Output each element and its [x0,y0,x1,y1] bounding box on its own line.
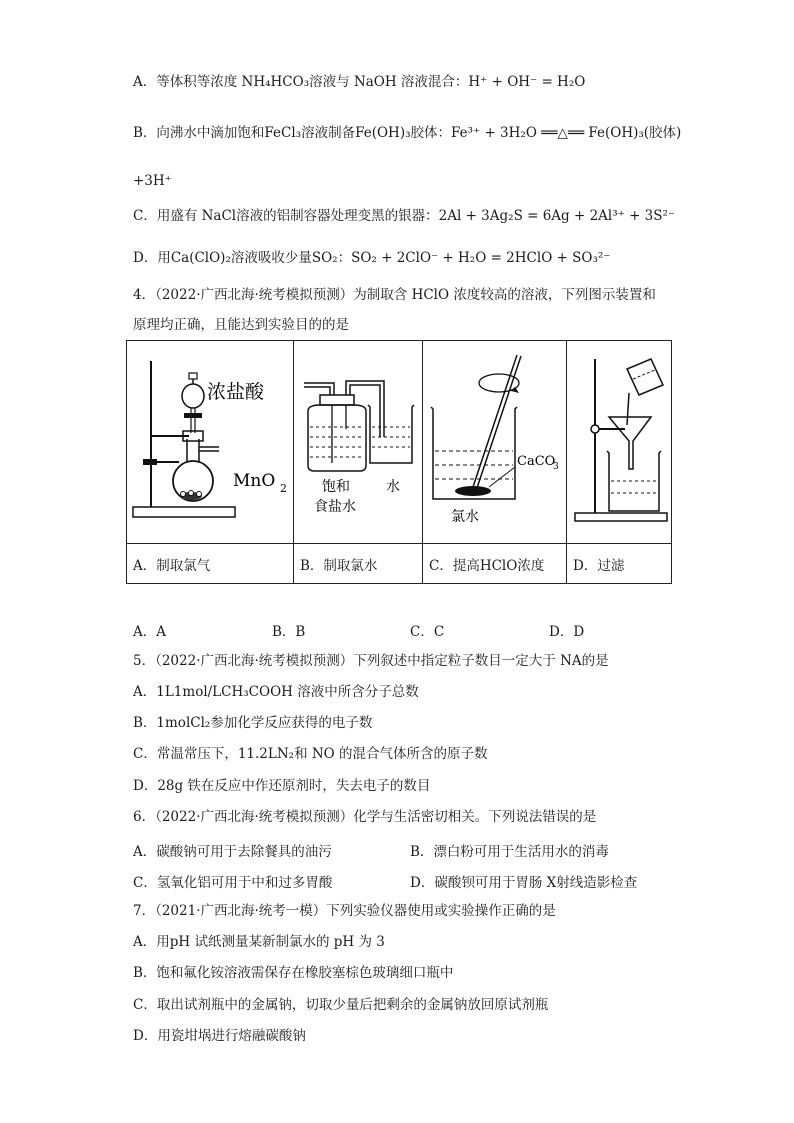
cell-label-b: B．制取氯水 [294,544,423,584]
water-label: 水 [386,479,400,495]
apparatus-cell-a [127,341,294,544]
cell-label-a: A．制取氯气 [127,544,294,584]
apparatus-cell-d [567,341,672,544]
q5-option-d: D．28g 铁在反应中作还原剂时，失去电子的数目 [133,778,431,794]
caco3-label: CaCO [517,454,556,469]
q6-stem: 6．（2022·广西北海·统考模拟预测）化学与生活密切相关。下列说法错误的是 [133,809,597,825]
q3-option-b-line2: +3H⁺ [133,173,172,189]
q4-choice-a: A．A [133,624,166,640]
filtration-figure [567,341,671,539]
q4-stem-line2: 原理均正确，且能达到实验目的的是 [133,317,349,333]
cell-label-d: D．过滤 [567,544,672,584]
cell-label-c: C．提高HClO浓度 [423,544,567,584]
chlorine-generator-figure [127,341,293,539]
hclo-concentration-figure [423,341,566,539]
q6-option-c: C．氢氧化铝可用于中和过多胃酸 [133,875,333,891]
mno2-subscript: 2 [280,482,287,495]
sat-brine-label-1: 饱和 [322,479,350,495]
q7-option-a: A．用pH 试纸测量某新制氯水的 pH 为 3 [133,934,385,950]
q5-option-c: C．常温常压下，11.2LN₂和 NO 的混合气体所含的原子数 [133,746,488,762]
sat-brine-label-2: 食盐水 [314,499,356,515]
q6-option-b: B．漂白粉可用于生活用水的消毒 [410,844,609,860]
chlorine-water-figure [294,341,422,539]
caco3-subscript: 3 [553,462,559,472]
q5-option-b: B．1molCl₂参加化学反应获得的电子数 [133,715,373,731]
q4-choice-b: B．B [272,624,306,640]
q3-option-d: D．用Ca(ClO)₂溶液吸收少量SO₂：SO₂ + 2ClO⁻ + H₂O = 2HClO + SO₃²⁻ [133,250,611,266]
q4-choice-d: D．D [549,624,585,640]
q5-option-a: A．1L1mol/LCH₃COOH 溶液中所含分子总数 [133,684,419,700]
q6-option-a: A．碳酸钠可用于去除餐具的油污 [133,844,332,860]
q3-option-b-line1: B．向沸水中滴加饱和FeCl₃溶液制备Fe(OH)₃胶体：Fe³⁺ + 3H₂O ══△══ Fe(OH)₃(胶体) [133,125,682,141]
q6-option-d: D．碳酸钡可用于胃肠 X射线造影检查 [410,875,638,891]
mno2-label: MnO [233,471,276,491]
q4-choice-c: C．C [410,624,445,640]
conc-hcl-label: 浓盐酸 [207,381,265,403]
chlorine-water-label: 氯水 [451,509,479,525]
q7-option-b: B．饱和氟化铵溶液需保存在橡胶塞棕色玻璃细口瓶中 [133,965,454,981]
q7-option-d: D．用瓷坩埚进行熔融碳酸钠 [133,1028,306,1044]
apparatus-cell-b [294,341,423,544]
q7-stem: 7．（2021·广西北海·统考一模）下列实验仪器使用或实验操作正确的是 [133,903,556,919]
apparatus-table [126,340,672,584]
q4-stem-line1: 4．（2022·广西北海·统考模拟预测）为制取含 HClO 浓度较高的溶液，下列图示装置和 [133,287,656,303]
apparatus-cell-c [423,341,567,544]
q5-stem: 5．（2022·广西北海·统考模拟预测）下列叙述中指定粒子数目一定大于 NA的是 [133,653,609,669]
q3-option-c: C．用盛有 NaCl溶液的铝制容器处理变黑的银器：2Al + 3Ag₂S = 6Ag + 2Al³⁺ + 3S²⁻ [133,208,676,224]
q7-option-c: C．取出试剂瓶中的金属钠，切取少量后把剩余的金属钠放回原试剂瓶 [133,997,549,1013]
q3-option-a: A．等体积等浓度 NH₄HCO₃溶液与 NaOH 溶液混合：H⁺ + OH⁻ = H₂O [133,74,586,90]
